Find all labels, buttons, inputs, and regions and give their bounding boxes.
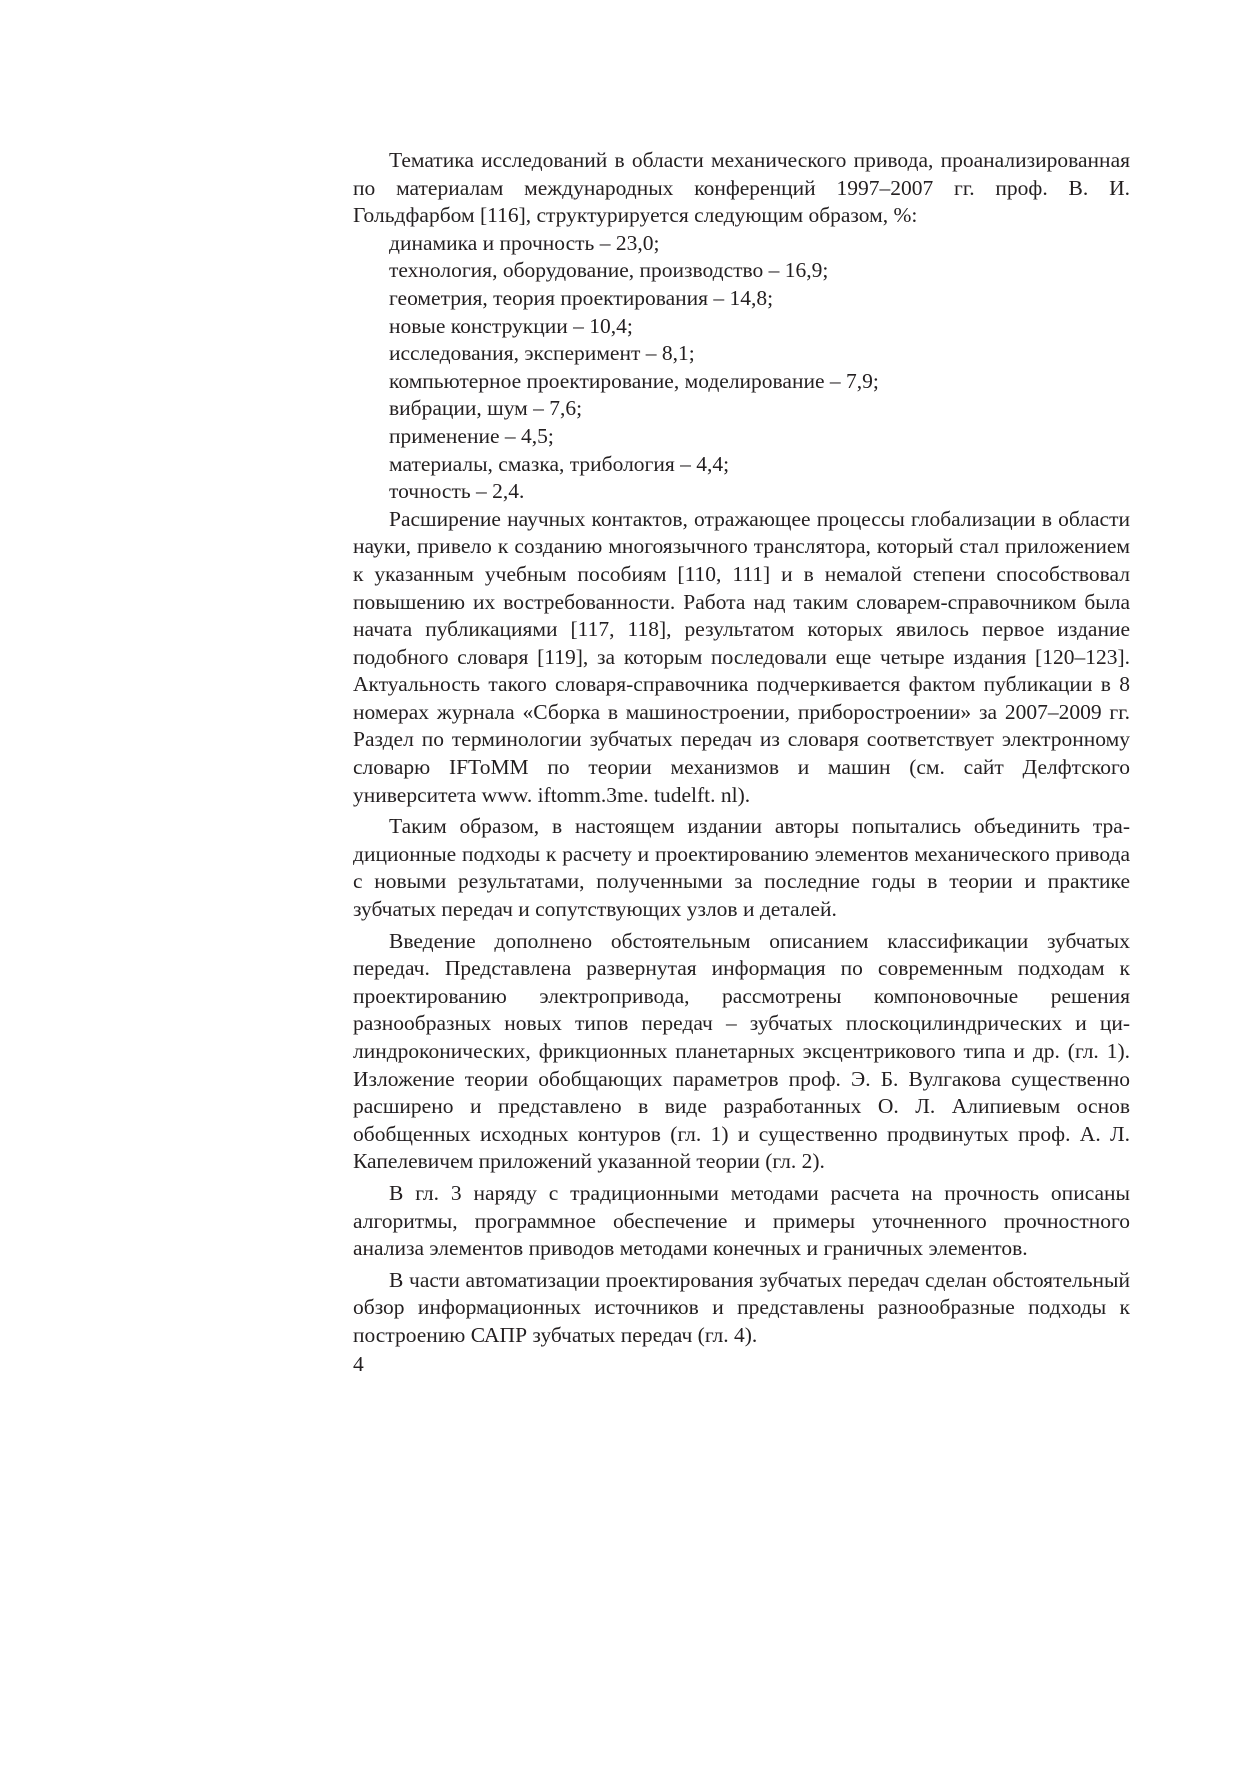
list-item: компьютерное проектирование, моделирование – 7,9; [389,368,879,393]
paragraph-chapter-3: В гл. 3 наряду с традиционными методами расчета на прочность описаны алгоритмы, программное обеспечение и примеры уточненного прочностного анализа элементов приводов методами конечных и граничных элементов. [353,1180,1130,1261]
paragraph-edition-goal: Таким образом, в настоящем издании авторы попытались объединить традиционные подходы к расчету и проектированию элементов механического привода с новыми результатами, полученными за последние годы в теории и практике зубчатых передач и сопутствующих узлов и деталей. [353,814,1130,922]
intro-paragraph: Тематика исследований в области механического привода, проанализированная по материалам международных конференций 1997–2007 гг. проф. В. И. Гольдфарбом [116], структурируется следующим образом, %: [353,148,1130,228]
list-item: материалы, смазка, трибология – 4,4; [389,451,730,476]
list-item: динамика и прочность – 23,0; [389,230,660,255]
list-item: точность – 2,4. [389,479,525,504]
list-item: исследования, эксперимент – 8,1; [389,341,695,366]
list-item: технология, оборудование, производство – 16,9; [389,258,829,283]
paragraph-introduction: Введение дополнено обстоятельным описанием классификации зубчатых передач. Представлена развернутая информация по современным подходам к проектированию электропривода, рассмотрены компоновочные решения разнообразных новых типов передач – зубчатых плоскоцилиндрических и цилиндроконических, фрикционных планетарных эксцентрикового типа и др. (гл. 1). Изложение теории обобщающих параметров проф. Э. Б. Вулгакова существенно расширено и представлено в виде разработанных О. Л. Алипиевым основ обобщенных исходных контуров (гл. 1) и существенно продвинутых проф. А. Л. Капелевичем приложений указанной теории (гл. 2). [353,928,1130,1174]
paragraph-dictionary: Расширение научных контактов, отражающее процессы глобализации в области науки, привело к созданию многоязычного транслятора, который стал приложением к указанным учебным пособиям [110, 111] и в немалой степени способствовал повышению их востребованности. Работа над таким словарем-справочником была начата публикациями [117, 118], результатом которых явилось первое издание подобного словаря [119], за которым последовали еще четыре издания [120–123]. Актуальность такого словаря-справочника подчеркивается фактом публикации в 8 номерах журнала «Сборка в машиностроении, приборостроении» за 2007–2009 гг. Раздел по терминологии зубчатых передач из словаря соответствует электронному словарю IFToMM по теории механизмов и машин (см. сайт Делфтского университета www. iftomm.3me. tudelft. nl). [353,506,1130,807]
research-topics-list [353,230,1130,506]
list-item: вибрации, шум – 7,6; [389,396,583,421]
page-number: 4 [353,1352,364,1376]
body-text [353,147,1130,1350]
paragraph-automation: В части автоматизации проектирования зубчатых передач сделан обстоятельный обзор информационных источников и представлены разнообразные подходы к построению САПР зубчатых передач (гл. 4). [353,1267,1130,1347]
list-item: новые конструкции – 10,4; [389,313,633,338]
list-item: применение – 4,5; [389,423,554,448]
list-item: геометрия, теория проектирования – 14,8; [389,285,774,310]
